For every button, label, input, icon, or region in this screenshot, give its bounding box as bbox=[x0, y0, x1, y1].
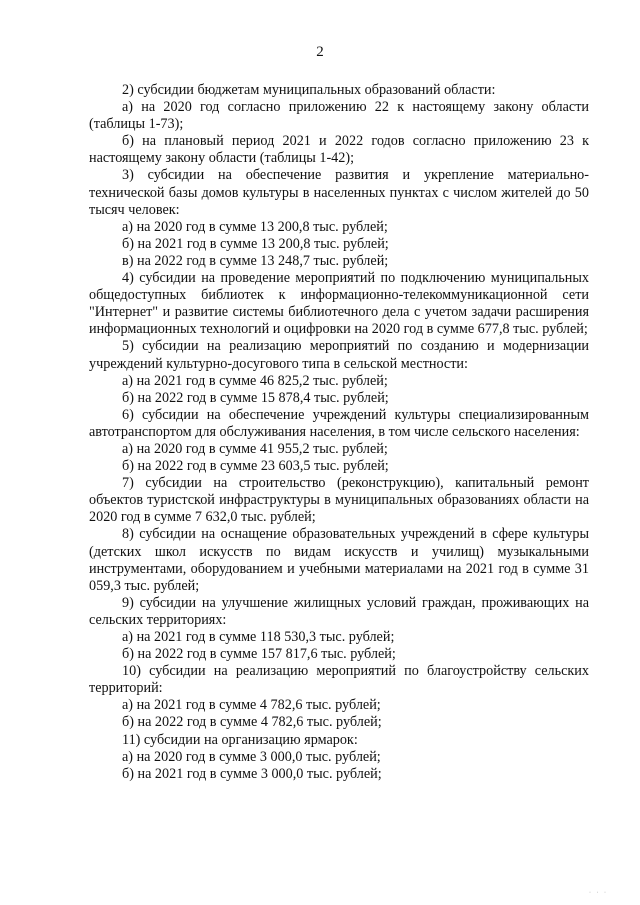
document-body bbox=[89, 82, 589, 783]
paragraph-item-3c: в) на 2022 год в сумме 13 248,7 тыс. рублей; bbox=[122, 252, 389, 269]
paragraph-item-7: 7) субсидии на строительство (реконструкцию), капитальный ремонт объектов туристской инфраструктуры в муниципальных образованиях области на 2020 год в сумме 7 632,0 тыс. рублей; bbox=[89, 475, 589, 526]
paragraph-item-9a: а) на 2021 год в сумме 118 530,3 тыс. рублей; bbox=[122, 629, 395, 645]
paragraph-item-6a: а) на 2020 год в сумме 41 955,2 тыс. рублей; bbox=[122, 440, 388, 457]
paragraph-item-11: 11) субсидии на организацию ярмарок: bbox=[122, 731, 358, 748]
paragraph-item-3b: б) на 2021 год в сумме 13 200,8 тыс. рублей; bbox=[122, 235, 389, 252]
paragraph-item-5: 5) субсидии на реализацию мероприятий по созданию и модернизации учреждений культурно-досугового типа в сельской местности: bbox=[89, 338, 589, 372]
paragraph-item-6b: б) на 2022 год в сумме 23 603,5 тыс. рублей; bbox=[122, 458, 389, 475]
paragraph-item-2: 2) субсидии бюджетам муниципальных образований области: bbox=[122, 82, 496, 98]
paragraph-item-11b: б) на 2021 год в сумме 3 000,0 тыс. рублей; bbox=[122, 765, 382, 782]
paragraph-item-4: 4) субсидии на проведение мероприятий по подключению муниципальных общедоступных библиотек к информационно-телекоммуникационной сети "Интернет" и развитие системы библиотечного дела с учетом задачи расширения информационных технологий и оцифровки на 2020 год в сумме 677,8 тыс. рублей; bbox=[89, 270, 589, 338]
paragraph-item-5b: б) на 2022 год в сумме 15 878,4 тыс. рублей; bbox=[122, 389, 389, 406]
paragraph-item-3a: а) на 2020 год в сумме 13 200,8 тыс. рублей; bbox=[122, 218, 388, 235]
paragraph-item-8: 8) субсидии на оснащение образовательных учреждений в сфере культуры (детских школ искусств по видам искусств и училищ) музыкальными инструментами, оборудованием и учебными материалами на 2021 год в сумме 31 059,3 тыс. рублей; bbox=[89, 526, 589, 594]
paragraph-item-3: 3) субсидии на обеспечение развития и укрепление материально-технической базы домов культуры в населенных пунктах с числом жителей до 50 тысяч человек: bbox=[89, 167, 589, 218]
paragraph-item-10a: а) на 2021 год в сумме 4 782,6 тыс. рублей; bbox=[122, 697, 381, 714]
page-number: 2 bbox=[316, 44, 324, 60]
paragraph-item-10: 10) субсидии на реализацию мероприятий по благоустройству сельских территорий: bbox=[89, 663, 589, 697]
paragraph-item-9b: б) на 2022 год в сумме 157 817,6 тыс. рублей; bbox=[122, 646, 396, 663]
scan-corner-mark: · · · bbox=[589, 890, 608, 896]
paragraph-item-6: 6) субсидии на обеспечение учреждений культуры специализированным автотранспортом для обслуживания населения, в том числе сельского населения: bbox=[89, 406, 589, 440]
paragraph-item-11a: а) на 2020 год в сумме 3 000,0 тыс. рублей; bbox=[122, 748, 381, 765]
paragraph-item-10b: б) на 2022 год в сумме 4 782,6 тыс. рублей; bbox=[122, 714, 382, 731]
paragraph-item-2a: а) на 2020 год согласно приложению 22 к настоящему закону области (таблицы 1-73); bbox=[89, 99, 589, 133]
paragraph-item-9: 9) субсидии на улучшение жилищных условий граждан, проживающих на сельских территориях: bbox=[89, 594, 589, 628]
paragraph-item-5a: а) на 2021 год в сумме 46 825,2 тыс. рублей; bbox=[122, 372, 388, 389]
paragraph-item-2b: б) на плановый период 2021 и 2022 годов согласно приложению 23 к настоящему закону области (таблицы 1-42); bbox=[89, 133, 589, 167]
